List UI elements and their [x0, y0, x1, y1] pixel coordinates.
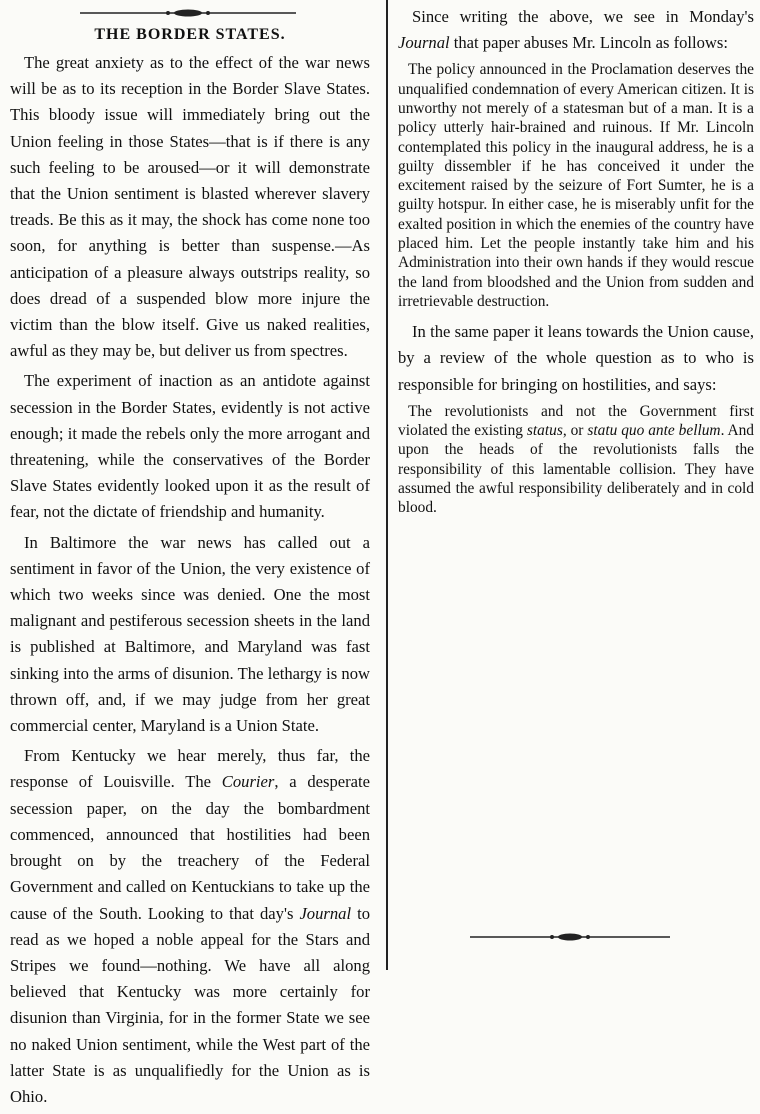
quote-revolutionists — [398, 402, 754, 518]
quote2-text-3: . And upon the heads of the revolutionists falls the responsibility of this lamentable collision. They have assumed the awful responsibility deliberately and in cold blood. — [398, 422, 754, 517]
kentucky-text-2: , a desperate secession paper, on the day the bombardment commenced, announced that hostilities had been brought on by the treachery of the Federal Government and called on Kentuckians to take up the cause of the South. Looking to that day's — [10, 772, 370, 923]
since-text-2: that paper abuses Mr. Lincoln as follows: — [449, 33, 728, 53]
end-ornament-rule-icon — [470, 932, 670, 942]
quote2-text-2: , or — [562, 422, 588, 440]
paragraph-same-paper: In the same paper it leans towards the Union cause, by a review of the whole question as to who is responsible for bringing on hostilities, and says: — [398, 322, 754, 394]
kentucky-text-1: From Kentucky we hear merely, thus far, the response of Louisville. The — [10, 746, 370, 792]
paragraph-inaction: The experiment of inaction as an antidote against secession in the Border States, evidently is not active enough; it made the rebels only the more arrogant and threatening, while the conservatives of the Border Slave States evidently looked upon it as the result of fear, not the dictate of friendship and humanity. — [10, 371, 370, 522]
right-column — [392, 0, 760, 526]
quote-proclamation: The policy announced in the Proclamation deserves the unqualified condemnation of every American citizen. It is unworthy not merely of a statesman but of a man. It is a policy utterly hair-brained and ruinous. If Mr. Lincoln contemplated this policy in the inaugural address, he is a guilty dissembler if he has conceived it under the excitement raised by the seizure of Fort Sumter, he is a guilty hotspur. In either case, he is miserably unfit for the exalted position in which the enemies of the country have placed him. Let the people instantly take him and his Administration into their own hands if they would rescue the land from bloodshed and the Union from sudden and irretrievable destruction. — [398, 61, 754, 310]
journal-name: Journal — [299, 903, 352, 923]
statu-quo-term: statu quo ante bellum — [587, 422, 721, 440]
headline: THE BORDER STATES. — [94, 26, 286, 43]
quote2-text-1: The revolutionists and not the Government first violated the existing — [398, 402, 754, 440]
journal-name-2: Journal — [398, 33, 450, 53]
since-text-1: Since writing the above, we see in Monday's — [412, 7, 754, 26]
paragraph-kentucky — [10, 743, 370, 1110]
courier-name: Courier — [221, 772, 275, 792]
paragraph-since-writing — [398, 4, 754, 56]
paragraph-baltimore: In Baltimore the war news has called out a sentiment in favor of the Union, the very existence of which two weeks since was denied. One the most malignant and pestiferous secession sheets in the land is published at Baltimore, and Maryland was fast sinking into the arms of disunion. The lethargy is now thrown off, and, if we may judge from her great commercial center, Maryland is a Union State. — [10, 532, 370, 736]
status-term: status — [526, 422, 563, 440]
kentucky-text-3: to read as we hoped a noble appeal for the Stars and Stripes we found—nothing. We have all along believed that Kentucky was more certainly for disunion than Virginia, for in the former State we see no naked Union sentiment, while the West part of the latter State is as unqualifiedly for the Union as is Ohio. — [10, 903, 370, 1106]
paragraph-anxiety: The great anxiety as to the effect of the war news will be as to its reception in the Border Slave States. This bloody issue will immediately bring out the Union feeling in those States—that is if there is any such feeling to be aroused—or it will demonstrate that the Union sentiment is blasted wherever slavery treads. Be this as it may, the shock has come none too soon, for anything is better than suspense.—As anticipation of a pleasure always outstrips reality, so does dread of a suspended blow more injure the victim than the blow itself. Give us naked realities, awful as they may be, but deliver us from spectres. — [10, 53, 370, 361]
column-divider — [386, 0, 388, 970]
